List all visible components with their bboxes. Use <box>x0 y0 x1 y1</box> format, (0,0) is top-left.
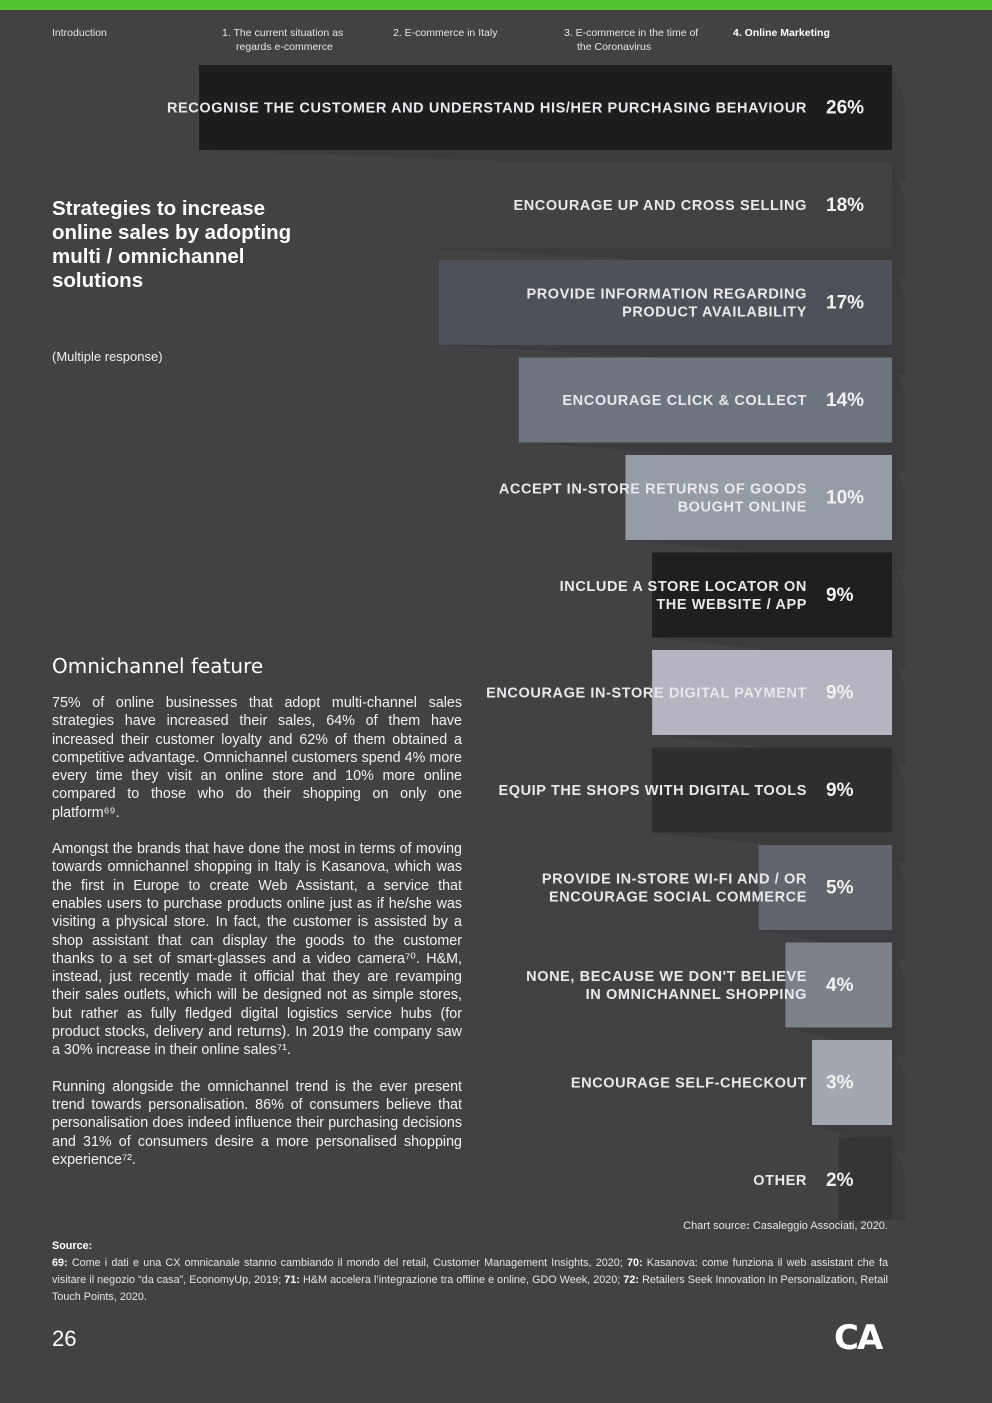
page-number: 26 <box>52 1326 77 1351</box>
value-label: 18% <box>826 195 865 216</box>
category-label: ENCOURAGE UP AND CROSS SELLING <box>513 198 807 214</box>
category-label: NONE, BECAUSE WE DON'T BELIEVE <box>526 969 807 985</box>
sources-list <box>52 1255 888 1306</box>
nav-item-coronavirus[interactable] <box>564 26 698 54</box>
category-label: INCLUDE A STORE LOCATOR ON <box>559 579 807 595</box>
nav-item-introduction[interactable] <box>52 26 107 40</box>
category-label: OTHER <box>753 1173 807 1189</box>
nav-item-online-marketing[interactable] <box>733 26 830 40</box>
nav-item-label-line2: the Coronavirus <box>577 41 652 53</box>
article-paragraph: Amongst the brands that have done the most in terms of moving towards omnichannel shopping in Italy is Kasanova, which was the first in Europe to create Web Assistant, a service that enables users to purchase products online just as if he/she was visiting a physical store. In fact, the customer is assisted by a shop assistant that can display the goods to the customer thanks to a set of smart-glasses and a video camera⁷⁰. H&M, instead, just recently made it official that they are revamping their sales outlets, which will be designed not as simple stores, but rather as fully fledged digital logistics service hubs (for product stocks, delivery and returns). In 2019 the company saw a 30% increase in their online sales⁷¹. <box>52 841 462 1059</box>
article-body <box>52 694 462 1187</box>
section-navigation <box>0 26 992 58</box>
source-text: Come i dati e una CX omnicanale stanno cambiando il mondo del retail, Customer Management Insights, 2020; <box>71 1257 623 1269</box>
value-label: 5% <box>826 877 854 899</box>
nav-item-label: 4. Online Marketing <box>733 27 830 39</box>
chart-source-text: Casaleggio Associati, 2020. <box>752 1220 888 1232</box>
article-heading: Omnichannel feature <box>52 654 264 678</box>
nav-item-current-situation[interactable] <box>222 26 343 54</box>
nav-item-label: 1. The current situation as <box>222 27 344 39</box>
bar <box>652 553 892 638</box>
category-label: RECOGNISE THE CUSTOMER AND UNDERSTAND HIS/HER PURCHASING BEHAVIOUR <box>166 100 807 117</box>
category-label: ACCEPT IN-STORE RETURNS OF GOODS <box>498 481 807 498</box>
value-label: 9% <box>826 585 854 606</box>
chart-title: Strategies to increase online sales by adopting multi / omnichannel solutions <box>52 197 292 292</box>
source-number: 69: <box>52 1257 68 1269</box>
chart-source: Chart source: Casaleggio Associati, 2020. <box>683 1220 888 1232</box>
category-label: PROVIDE IN-STORE WI-FI AND / OR <box>541 871 807 888</box>
category-label: EQUIP THE SHOPS WITH DIGITAL TOOLS <box>498 783 807 799</box>
ca-logo: CA <box>834 1318 882 1358</box>
value-label: 2% <box>826 1170 854 1191</box>
nav-item-ecommerce-italy[interactable] <box>393 26 497 40</box>
source-text: H&M accelera l’integrazione tra offline e online, GDO Week, 2020; <box>303 1274 621 1286</box>
chart-subtitle: (Multiple response) <box>52 349 163 364</box>
nav-item-label: 2. E-commerce in Italy <box>393 27 498 39</box>
value-label: 26% <box>826 97 865 119</box>
top-accent-bar <box>0 0 992 10</box>
nav-item-label-line2: regards e-commerce <box>236 41 333 53</box>
category-label: PRODUCT AVAILABILITY <box>622 304 807 321</box>
bar <box>439 260 892 345</box>
value-label: 9% <box>826 682 854 704</box>
nav-item-label: 3. E-commerce in the time of <box>564 27 699 39</box>
category-label: IN OMNICHANNEL SHOPPING <box>585 987 807 1003</box>
value-label: 10% <box>826 487 865 509</box>
source-number: 71: <box>284 1274 300 1286</box>
nav-item-label: Introduction <box>52 27 107 39</box>
category-label: THE WEBSITE / APP <box>656 597 807 613</box>
category-label: ENCOURAGE SOCIAL COMMERCE <box>548 889 807 906</box>
value-label: 14% <box>826 390 865 411</box>
value-label: 4% <box>826 975 854 996</box>
source-number: 70: <box>626 1257 643 1269</box>
value-label: 3% <box>826 1072 854 1094</box>
article-paragraph: 75% of online businesses that adopt multi-channel sales strategies have increased their sales, 64% of them have increased their customer loyalty and 62% of them obtained a competitive advantage. Omnichannel customers spend 4% more every time they visit an online store and 10% more online compared to those who do their shopping on only one platform⁶⁹. <box>52 695 462 821</box>
sources-block <box>52 1238 888 1306</box>
source-text: Retailers Seek Innovation In Personalization, Retail Touch Points, 2020. <box>52 1274 889 1303</box>
chart-source-prefix: Chart source <box>683 1220 747 1232</box>
sources-heading: Source: <box>52 1240 93 1252</box>
category-label: ENCOURAGE CLICK & COLLECT <box>562 393 807 409</box>
value-label: 17% <box>826 292 865 314</box>
category-label: ENCOURAGE SELF-CHECKOUT <box>570 1075 807 1092</box>
source-number: 72: <box>623 1274 639 1286</box>
category-label: ENCOURAGE IN-STORE DIGITAL PAYMENT <box>486 685 807 702</box>
article-paragraph: Running alongside the omnichannel trend is the ever present trend towards personalisation. 86% of consumers believe that personalisation does indeed influence their purchasing decisions and 31% of consumers desire a more personalised shopping experience⁷². <box>52 1078 462 1168</box>
category-label: BOUGHT ONLINE <box>677 499 807 516</box>
source-text: Kasanova: come funziona il web assistant che fa visitare il negozio “da casa”, EconomyUp, 2019; <box>52 1257 889 1286</box>
category-label: PROVIDE INFORMATION REGARDING <box>526 286 807 303</box>
value-label: 9% <box>826 780 854 801</box>
